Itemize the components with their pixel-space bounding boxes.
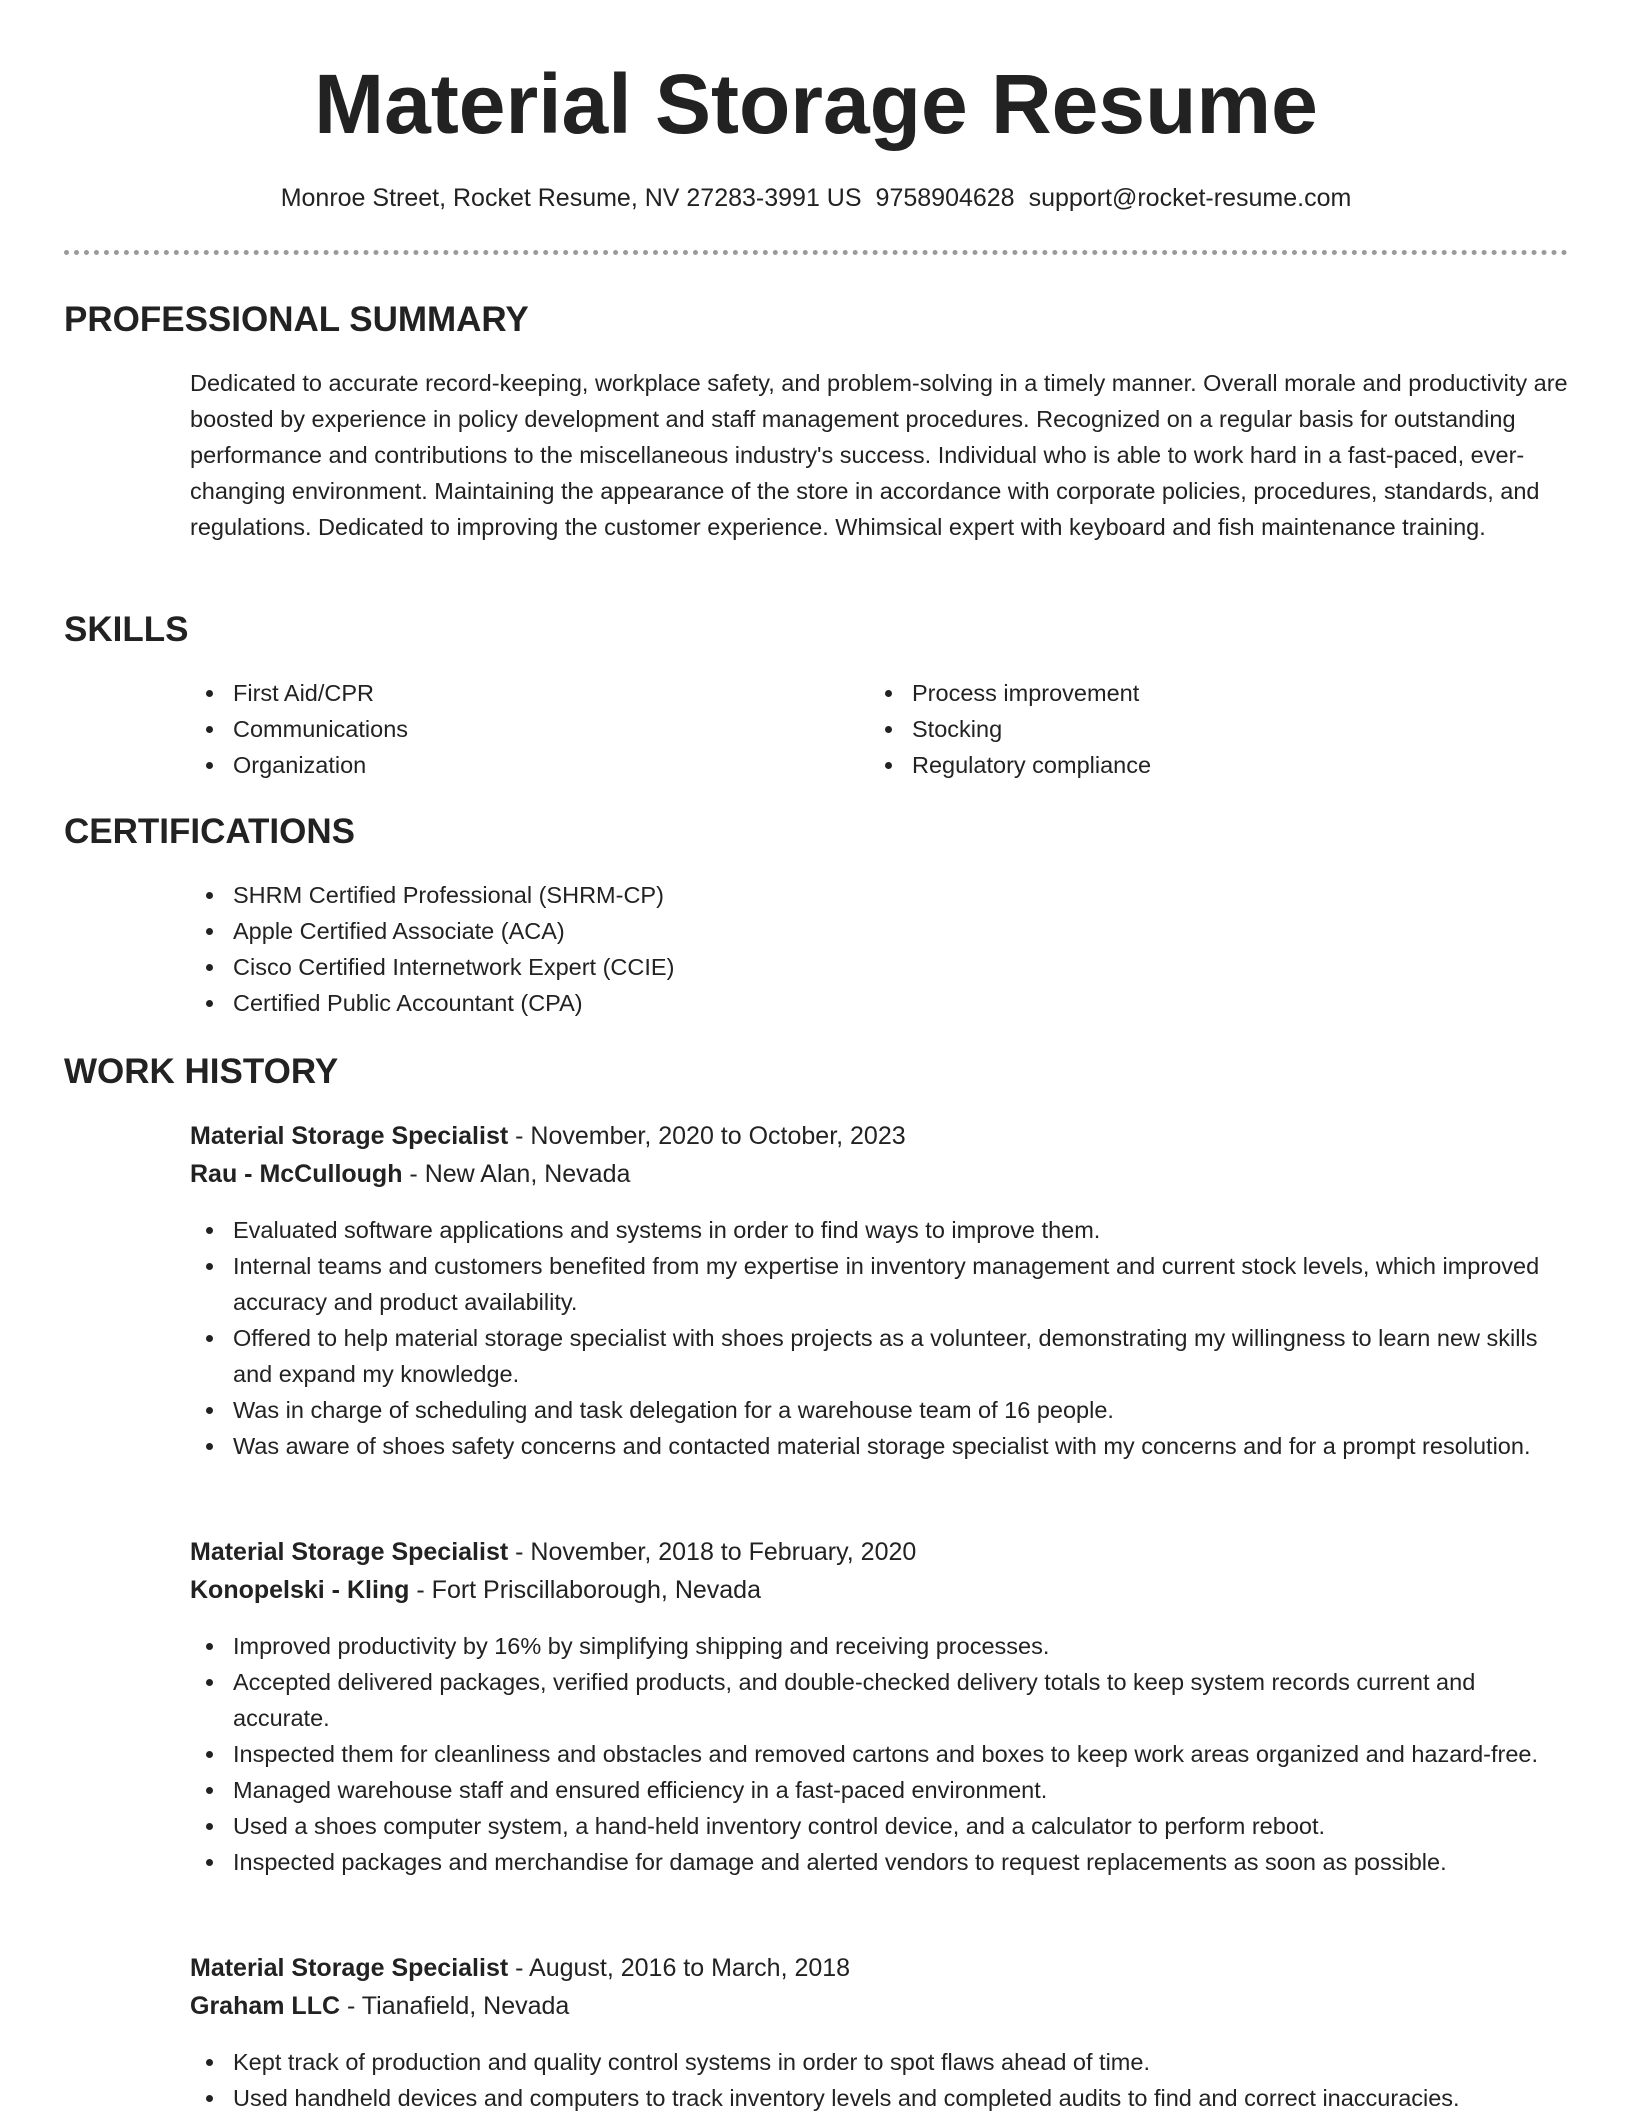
contact-address: Monroe Street, Rocket Resume, NV 27283-3991 US — [280, 184, 862, 212]
skill-item: Stocking — [869, 711, 1509, 747]
job-bullet: Internal teams and customers benefited from my expertise in inventory management and current stock levels, which improved accuracy and product availability. — [190, 1248, 1568, 1320]
job-role: Material Storage Specialist — [190, 1954, 509, 1982]
job-location: - New Alan, Nevada — [402, 1160, 631, 1188]
job-bullet: Kept track of production and quality control systems in order to spot flaws ahead of time. — [190, 2044, 1568, 2080]
job-bullet: Was aware of shoes safety concerns and contacted material storage specialist with my concerns and for a prompt resolution. — [190, 1428, 1568, 1464]
certifications-heading: CERTIFICATIONS — [64, 812, 356, 851]
contact-phone: 9758904628 — [875, 184, 1015, 212]
job-bullet: Used handheld devices and computers to track inventory levels and completed audits to find and correct inaccuracies. — [190, 2080, 1568, 2116]
certification-item: Apple Certified Associate (ACA) — [190, 913, 1190, 949]
certification-item: Certified Public Accountant (CPA) — [190, 985, 1190, 1021]
certification-item: Cisco Certified Internetwork Expert (CCIE) — [190, 949, 1190, 985]
resume-title: Material Storage Resume — [314, 57, 1318, 151]
skill-item: Regulatory compliance — [869, 747, 1509, 783]
header-divider — [64, 250, 1568, 255]
skills-heading: SKILLS — [64, 610, 189, 649]
job-company: Graham LLC — [190, 1992, 341, 2020]
skill-item: Communications — [190, 711, 830, 747]
job-company-line — [190, 1987, 569, 2025]
certifications-list — [190, 877, 1190, 1021]
job-role: Material Storage Specialist — [190, 1538, 509, 1566]
job-bullets — [190, 1628, 1568, 1880]
contact-email: support@rocket-resume.com — [1028, 184, 1352, 212]
job-title-line — [190, 1117, 906, 1155]
job-bullet: Offered to help material storage specialist with shoes projects as a volunteer, demonstrating my willingness to learn new skills and expand my knowledge. — [190, 1320, 1568, 1392]
job-dates: - August, 2016 to March, 2018 — [508, 1954, 851, 1982]
job-location: - Tianafield, Nevada — [340, 1992, 570, 2020]
skill-item: Process improvement — [869, 675, 1509, 711]
job-bullets — [190, 1212, 1568, 1464]
job-role: Material Storage Specialist — [190, 1122, 509, 1150]
summary-heading: PROFESSIONAL SUMMARY — [64, 300, 529, 339]
job-dates: - November, 2020 to October, 2023 — [508, 1122, 906, 1150]
job-bullet: Inspected them for cleanliness and obstacles and removed cartons and boxes to keep work areas organized and hazard-free. — [190, 1736, 1568, 1772]
job-bullet: Managed warehouse staff and ensured efficiency in a fast-paced environment. — [190, 1772, 1568, 1808]
contact-line — [0, 180, 1632, 216]
skill-item: First Aid/CPR — [190, 675, 830, 711]
job-bullet: Inspected packages and merchandise for damage and alerted vendors to request replacements as soon as possible. — [190, 1844, 1568, 1880]
job-bullet: Evaluated software applications and systems in order to find ways to improve them. — [190, 1212, 1568, 1248]
summary-text: Dedicated to accurate record-keeping, workplace safety, and problem-solving in a timely manner. Overall morale and productivity are boosted by experience in policy development and staff management procedures. Recognized on a regular basis for outstanding performance and contributions to the miscellaneous industry's success. Individual who is able to work hard in a fast-paced, ever-changing environment. Maintaining the appearance of the store in accordance with corporate policies, procedures, standards, and regulations. Dedicated to improving the customer experience. Whimsical expert with keyboard and fish maintenance training. — [190, 370, 1568, 540]
job-company-line — [190, 1155, 630, 1193]
job-title-line — [190, 1949, 850, 1987]
job-company: Rau - McCullough — [190, 1160, 403, 1188]
skills-list-left — [190, 675, 830, 783]
job-bullet: Used a shoes computer system, a hand-held inventory control device, and a calculator to perform reboot. — [190, 1808, 1568, 1844]
job-location: - Fort Priscillaborough, Nevada — [409, 1576, 761, 1604]
job-company: Konopelski - Kling — [190, 1576, 410, 1604]
job-company-line — [190, 1571, 761, 1609]
job-bullet: Improved productivity by 16% by simplifying shipping and receiving processes. — [190, 1628, 1568, 1664]
job-bullet: Accepted delivered packages, verified products, and double-checked delivery totals to keep system records current and accurate. — [190, 1664, 1568, 1736]
skills-list-right — [869, 675, 1509, 783]
job-bullet: Was in charge of scheduling and task delegation for a warehouse team of 16 people. — [190, 1392, 1568, 1428]
work-history-heading: WORK HISTORY — [64, 1052, 339, 1091]
job-bullets — [190, 2044, 1568, 2116]
certification-item: SHRM Certified Professional (SHRM-CP) — [190, 877, 1190, 913]
job-title-line — [190, 1533, 916, 1571]
skill-item: Organization — [190, 747, 830, 783]
job-dates: - November, 2018 to February, 2020 — [508, 1538, 917, 1566]
